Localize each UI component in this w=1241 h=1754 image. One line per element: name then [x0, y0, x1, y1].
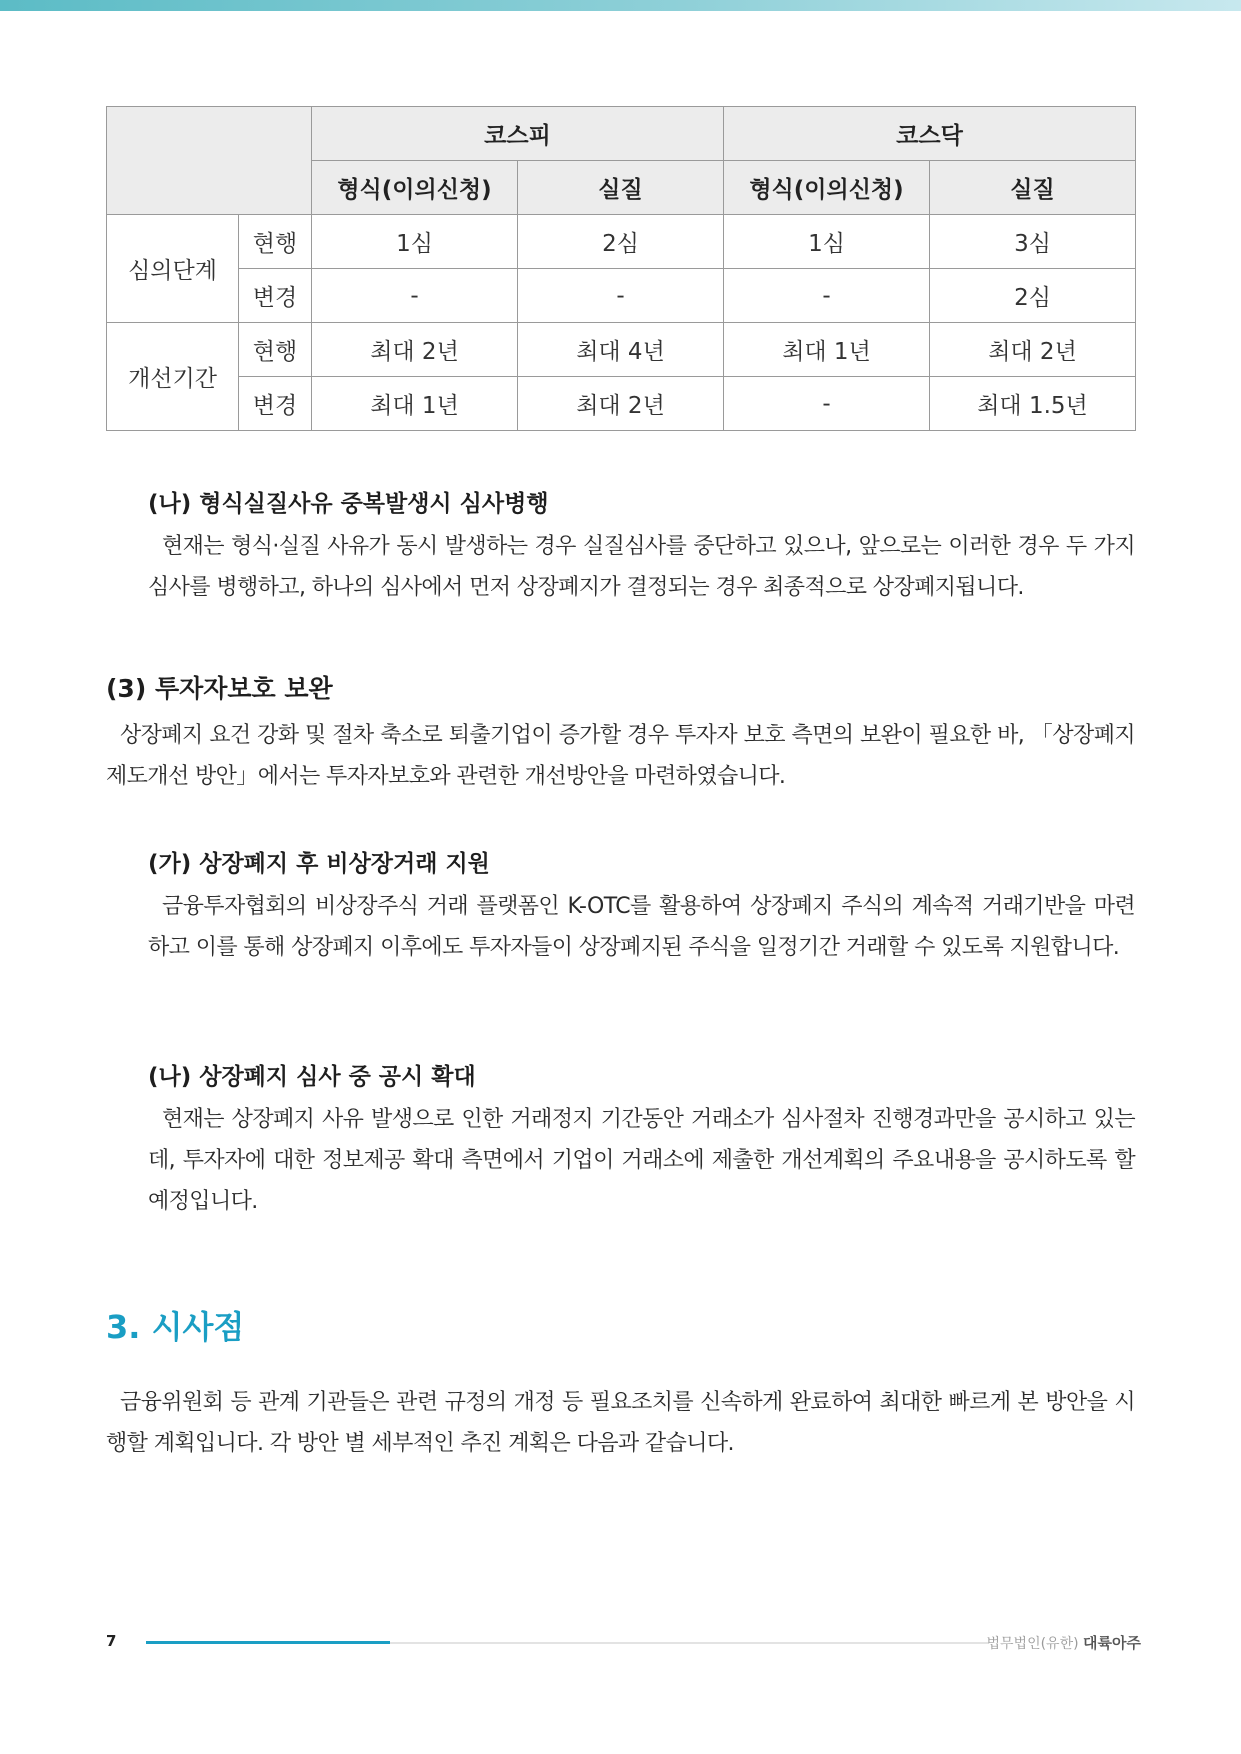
- section-ga-body: 금융투자협회의 비상장주식 거래 플랫폼인 K-OTC를 활용하여 상장폐지 주식의 계속적 거래기반을 마련하고 이를 통해 상장폐지 이후에도 투자자들이 상장폐지된 주식을 일정기간 거래할 수 있도록 지원합니다.: [148, 894, 1135, 960]
- footer-divider-accent: [146, 1641, 390, 1644]
- subheader-kospi-substantive: 실질: [518, 161, 724, 215]
- header-kospi: 코스피: [312, 107, 724, 161]
- table-cell: 2심: [518, 215, 724, 269]
- row-label: 변경: [239, 269, 312, 323]
- delisting-comparison-table: [106, 106, 1136, 431]
- table-cell: 최대 2년: [518, 377, 724, 431]
- section-3-title: (3) 투자자보호 보완: [106, 674, 333, 703]
- table-cell: 최대 1년: [724, 323, 930, 377]
- page-number: 7: [106, 1632, 117, 1650]
- row-group-label: 개선기간: [107, 323, 239, 431]
- subheader-kosdaq-substantive: 실질: [930, 161, 1136, 215]
- table-cell: 3심: [930, 215, 1136, 269]
- footer-firm-prefix: 법무법인(유한): [986, 1636, 1079, 1652]
- implications-body: 금융위원회 등 관계 기관들은 관련 규정의 개정 등 필요조치를 신속하게 완료하여 최대한 빠르게 본 방안을 시행할 계획입니다. 각 방안 별 세부적인 추진 계획은 다음과 같습니다.: [106, 1390, 1135, 1456]
- section-na1-body: 현재는 형식·실질 사유가 동시 발생하는 경우 실질심사를 중단하고 있으나, 앞으로는 이러한 경우 두 가지 심사를 병행하고, 하나의 심사에서 먼저 상장폐지가 결정되는 경우 최종적으로 상장폐지됩니다.: [148, 534, 1135, 600]
- row-label: 변경: [239, 377, 312, 431]
- subheader-kosdaq-formal: 형식(이의신청): [724, 161, 930, 215]
- section-3-body: 상장폐지 요건 강화 및 절차 축소로 퇴출기업이 증가할 경우 투자자 보호 측면의 보완이 필요한 바, 「상장폐지 제도개선 방안」에서는 투자자보호와 관련한 개선방안을 마련하였습니다.: [106, 723, 1135, 789]
- table-cell: 최대 2년: [312, 323, 518, 377]
- section-ga-title: (가) 상장폐지 후 비상장거래 지원: [148, 851, 490, 877]
- table-cell: -: [724, 377, 930, 431]
- table-cell: -: [312, 269, 518, 323]
- subheader-kospi-formal: 형식(이의신청): [312, 161, 518, 215]
- table-cell: 최대 2년: [930, 323, 1136, 377]
- table-row: [107, 215, 1136, 269]
- table-cell: 최대 1년: [312, 377, 518, 431]
- table-row: [107, 377, 1136, 431]
- header-kosdaq: 코스닥: [724, 107, 1136, 161]
- section-na2-body: 현재는 상장폐지 사유 발생으로 인한 거래정지 기간동안 거래소가 심사절차 진행경과만을 공시하고 있는데, 투자자에 대한 정보제공 확대 측면에서 기업이 거래소에 제출한 개선계획의 주요내용을 공시하도록 할 예정입니다.: [148, 1107, 1135, 1214]
- table-cell: -: [724, 269, 930, 323]
- top-accent-bar: [0, 0, 1241, 11]
- section-na2-title: (나) 상장폐지 심사 중 공시 확대: [148, 1064, 476, 1090]
- table-header-row: [107, 107, 1136, 161]
- table-cell: 1심: [312, 215, 518, 269]
- table-cell: 최대 4년: [518, 323, 724, 377]
- table-corner-cell: [107, 107, 312, 215]
- implications-title: 3. 시사점: [106, 1308, 245, 1346]
- table-row: [107, 323, 1136, 377]
- row-label: 현행: [239, 215, 312, 269]
- table-row: [107, 269, 1136, 323]
- table-cell: 2심: [930, 269, 1136, 323]
- table-cell: 최대 1.5년: [930, 377, 1136, 431]
- table-cell: -: [518, 269, 724, 323]
- table-cell: 1심: [724, 215, 930, 269]
- footer-firm-logo: [987, 1632, 1142, 1653]
- footer-firm-name: 대륙아주: [1083, 1634, 1141, 1652]
- section-na1-title: (나) 형식실질사유 중복발생시 심사병행: [148, 491, 549, 517]
- row-group-label: 심의단계: [107, 215, 239, 323]
- row-label: 현행: [239, 323, 312, 377]
